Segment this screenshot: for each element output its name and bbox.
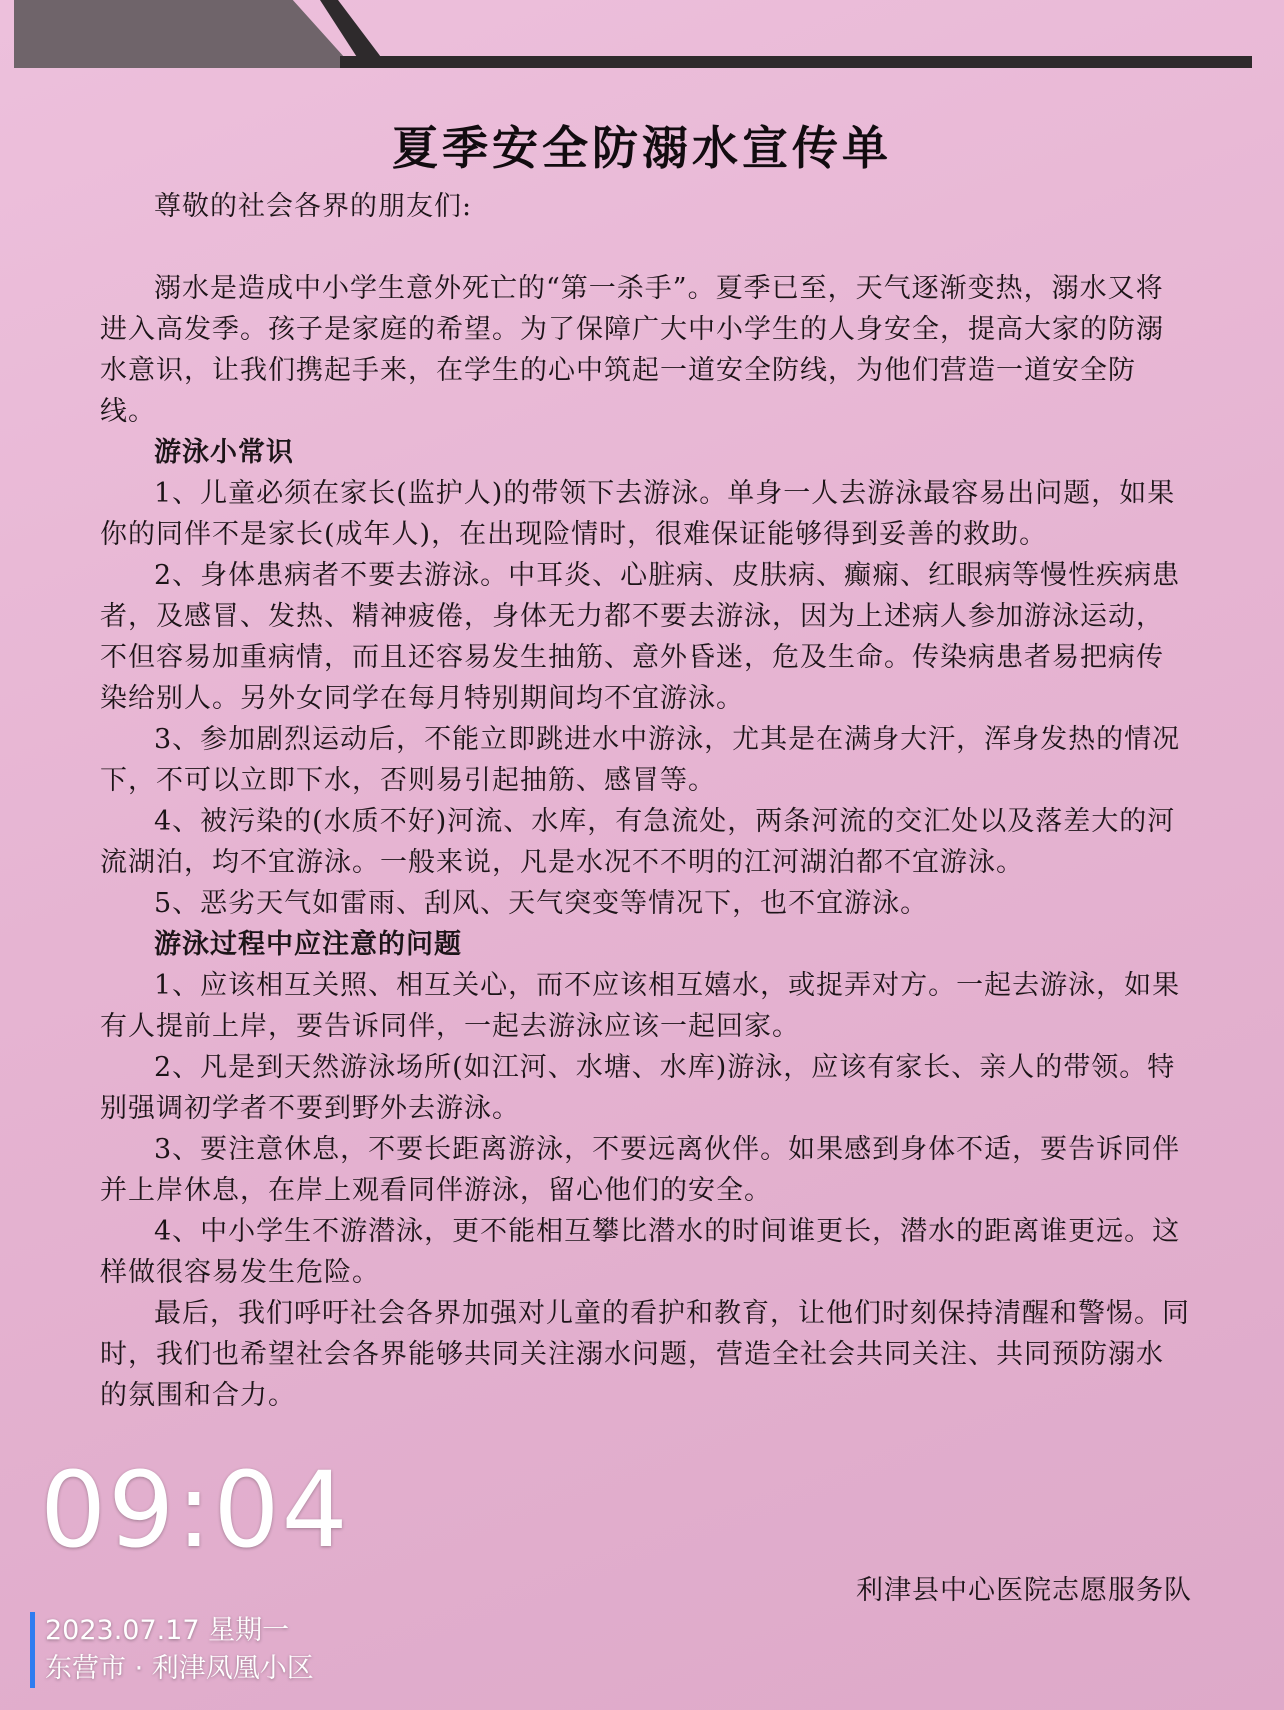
watermark-time: 09:04 [40,1449,350,1571]
watermark-date: 2023.07.17 星期一 [45,1615,290,1646]
flyer-title: 夏季安全防溺水宣传单 [392,121,892,175]
precaution-item-4: 4、中小学生不游潜泳，更不能相互攀比潜水的时间谁更长，潜水的距离谁更远。这样做很容易发生危险。 [100,1216,1181,1288]
signature: 利津县中心医院志愿服务队 [856,1575,1192,1606]
tip-item-5: 5、恶劣天气如雷雨、刮风、天气突变等情况下，也不宜游泳。 [154,888,929,919]
intro-paragraph: 溺水是造成中小学生意外死亡的“第一杀手”。夏季已至，天气逐渐变热，溺水又将进入高发季。孩子是家庭的希望。为了保障广大中小学生的人身安全，提高大家的防溺水意识，让我们携起手来，在学生的心中筑起一道安全防线，为他们营造一道安全防线。 [100,273,1164,427]
section-heading-swimming-tips: 游泳小常识 [154,437,294,468]
tip-item-1: 1、儿童必须在家长(监护人)的带领下去游泳。单身一人去游泳最容易出问题，如果你的同伴不是家长(成年人)，在出现险情时，很难保证能够得到妥善的救助。 [100,478,1176,550]
flyer-body [100,186,1190,1416]
header-decoration-line [340,56,1252,68]
section-heading-precautions: 游泳过程中应注意的问题 [154,929,462,960]
tip-item-2: 2、身体患病者不要去游泳。中耳炎、心脏病、皮肤病、癫痫、红眼病等慢性疾病患者，及感冒、发热、精神疲倦，身体无力都不要去游泳，因为上述病人参加游泳运动，不但容易加重病情，而且还容易发生抽筋、意外昏迷，危及生命。传染病患者易把病传染给别人。另外女同学在每月特别期间均不宜游泳。 [100,560,1181,714]
tip-item-4: 4、被污染的(水质不好)河流、水库，有急流处，两条河流的交汇处以及落差大的河流湖泊，均不宜游泳。一般来说，凡是水况不不明的江河湖泊都不宜游泳。 [100,806,1176,878]
watermark-info [30,1612,314,1688]
precaution-item-2: 2、凡是到天然游泳场所(如江河、水塘、水库)游泳，应该有家长、亲人的带领。特别强调初学者不要到野外去游泳。 [100,1052,1176,1124]
precaution-item-1: 1、应该相互关照、相互关心，而不应该相互嬉水，或捉弄对方。一起去游泳，如果有人提前上岸，要告诉同伴，一起去游泳应该一起回家。 [100,970,1181,1042]
precaution-item-3: 3、要注意休息，不要长距离游泳，不要远离伙伴。如果感到身体不适，要告诉同伴并上岸休息，在岸上观看同伴游泳，留心他们的安全。 [100,1134,1181,1206]
tip-item-3: 3、参加剧烈运动后，不能立即跳进水中游泳，尤其是在满身大汗，浑身发热的情况下，不可以立即下水，否则易引起抽筋、感冒等。 [100,724,1181,796]
watermark-location: 东营市 · 利津凤凰小区 [45,1653,314,1684]
closing-paragraph: 最后，我们呼吁社会各界加强对儿童的看护和教育，让他们时刻保持清醒和警惕。同时，我们也希望社会各界能够共同关注溺水问题，营造全社会共同关注、共同预防溺水的氛围和合力。 [100,1298,1190,1411]
greeting: 尊敬的社会各界的朋友们: [154,191,473,222]
